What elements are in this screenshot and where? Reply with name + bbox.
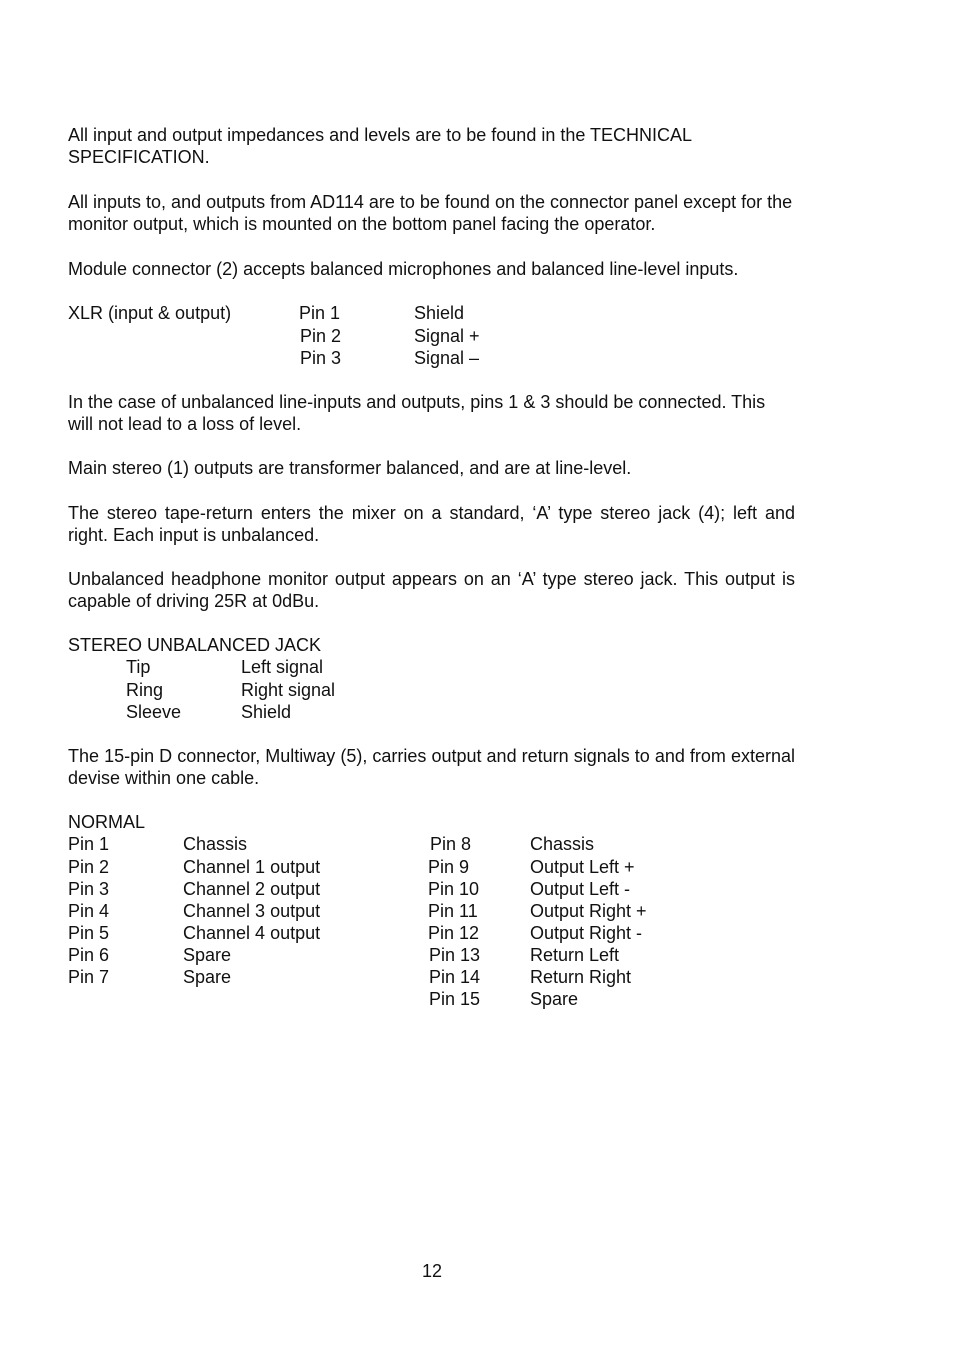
multiway-pin: Pin 9 bbox=[428, 857, 470, 877]
jack-contact: Sleeve bbox=[126, 702, 182, 722]
paragraph-headphone: Unbalanced headphone monitor output appears on an ‘A’ type stereo jack. This output is capable of driving 25R at 0dBu. bbox=[68, 569, 795, 612]
multiway-signal: Output Left + bbox=[530, 857, 635, 877]
multiway-signal: Output Right - bbox=[530, 923, 643, 943]
page-number: 12 bbox=[421, 1261, 443, 1281]
paragraph-connector-panel: All inputs to, and outputs from AD114 are to be found on the connector panel except for the monitor output, which is mounted on the bottom panel facing the operator. bbox=[68, 192, 793, 235]
jack-signal: Left signal bbox=[241, 657, 324, 677]
multiway-pin: Pin 4 bbox=[68, 901, 110, 921]
multiway-title: NORMAL bbox=[68, 812, 146, 832]
multiway-signal: Return Left bbox=[530, 945, 620, 965]
multiway-signal: Chassis bbox=[183, 834, 248, 854]
jack-title: STEREO UNBALANCED JACK bbox=[68, 635, 322, 655]
paragraph-impedances: All input and output impedances and levels are to be found in the TECHNICAL SPECIFICATION. bbox=[68, 125, 692, 168]
multiway-pin: Pin 6 bbox=[68, 945, 110, 965]
multiway-pin: Pin 14 bbox=[429, 967, 481, 987]
paragraph-module-connector: Module connector (2) accepts balanced microphones and balanced line-level inputs. bbox=[68, 259, 739, 279]
multiway-signal: Channel 3 output bbox=[183, 901, 321, 921]
multiway-pin: Pin 3 bbox=[68, 879, 110, 899]
multiway-pin: Pin 10 bbox=[428, 879, 480, 899]
multiway-pin: Pin 12 bbox=[428, 923, 480, 943]
multiway-pin: Pin 2 bbox=[68, 857, 110, 877]
multiway-pin: Pin 1 bbox=[68, 834, 110, 854]
multiway-pin: Pin 8 bbox=[430, 834, 472, 854]
paragraph-main-stereo: Main stereo (1) outputs are transformer balanced, and are at line-level. bbox=[68, 458, 632, 478]
multiway-signal: Output Left - bbox=[530, 879, 631, 899]
xlr-pin: Pin 2 bbox=[300, 326, 342, 346]
multiway-signal: Return Right bbox=[530, 967, 632, 987]
multiway-signal: Output Right + bbox=[530, 901, 647, 921]
paragraph-tape-return: The stereo tape-return enters the mixer on a standard, ‘A’ type stereo jack (4); left and right. Each input is unbalanced. bbox=[68, 503, 795, 546]
multiway-pin: Pin 13 bbox=[429, 945, 481, 965]
multiway-pin: Pin 11 bbox=[428, 901, 478, 921]
xlr-label: XLR (input & output) bbox=[68, 303, 232, 323]
multiway-signal: Channel 4 output bbox=[183, 923, 321, 943]
jack-contact: Tip bbox=[126, 657, 151, 677]
paragraph-unbalanced: In the case of unbalanced line-inputs and outputs, pins 1 & 3 should be connected. This will not lead to a loss of level. bbox=[68, 392, 766, 435]
multiway-signal: Chassis bbox=[530, 834, 595, 854]
multiway-signal: Spare bbox=[183, 945, 232, 965]
multiway-pin: Pin 15 bbox=[429, 989, 481, 1009]
xlr-pin: Pin 3 bbox=[300, 348, 342, 368]
xlr-signal: Signal – bbox=[414, 348, 480, 368]
xlr-signal: Shield bbox=[414, 303, 465, 323]
multiway-signal: Spare bbox=[530, 989, 579, 1009]
xlr-pin: Pin 1 bbox=[299, 303, 341, 323]
multiway-pin: Pin 5 bbox=[68, 923, 110, 943]
xlr-signal: Signal + bbox=[414, 326, 480, 346]
multiway-signal: Channel 1 output bbox=[183, 857, 321, 877]
multiway-signal: Spare bbox=[183, 967, 232, 987]
multiway-pin: Pin 7 bbox=[68, 967, 110, 987]
jack-signal: Right signal bbox=[241, 680, 336, 700]
multiway-signal: Channel 2 output bbox=[183, 879, 321, 899]
paragraph-d-connector: The 15-pin D connector, Multiway (5), carries output and return signals to and from external devise within one cable. bbox=[68, 746, 795, 789]
jack-contact: Ring bbox=[126, 680, 164, 700]
jack-signal: Shield bbox=[241, 702, 292, 722]
